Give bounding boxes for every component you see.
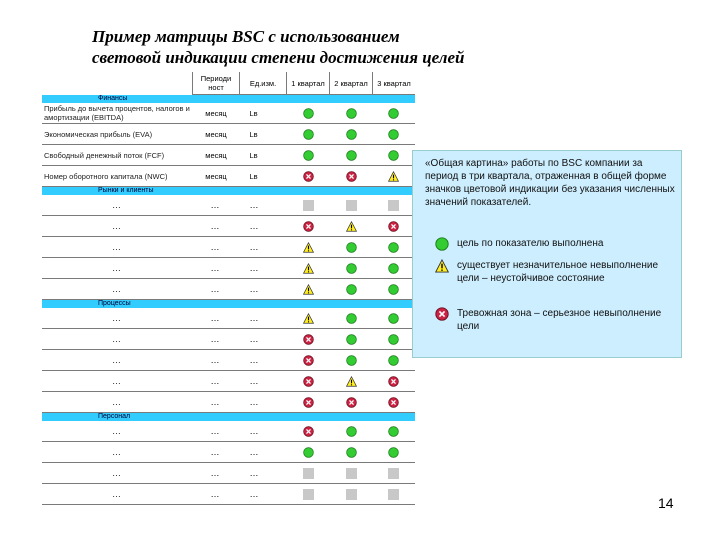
red-cross-icon xyxy=(303,334,314,345)
quarter-cell xyxy=(330,166,373,187)
table-row xyxy=(42,124,415,145)
quarter-cell xyxy=(330,308,373,329)
yellow-warning-icon xyxy=(435,259,449,273)
period-cell: … xyxy=(193,350,240,371)
period-cell: … xyxy=(193,195,240,216)
red-cross-icon xyxy=(303,376,314,387)
period-cell: месяц xyxy=(193,124,240,145)
table-row xyxy=(42,145,415,166)
yellow-warning-icon xyxy=(303,242,314,253)
quarter-cell xyxy=(330,258,373,279)
quarter-cell xyxy=(287,484,330,505)
table-row xyxy=(42,103,415,124)
yellow-warning-icon xyxy=(346,221,357,232)
red-cross-icon xyxy=(388,221,399,232)
period-cell: … xyxy=(193,371,240,392)
green-circle-icon xyxy=(346,334,357,345)
table-row xyxy=(42,258,415,279)
section-label: Процессы xyxy=(98,300,131,307)
indicator-label: … xyxy=(42,350,193,371)
table-row xyxy=(42,392,415,413)
header-q2: 2 квартал xyxy=(330,72,373,95)
table-row xyxy=(42,371,415,392)
quarter-cell xyxy=(373,484,416,505)
unit-cell: … xyxy=(240,421,287,442)
green-circle-icon xyxy=(303,108,314,119)
section-label: Персонал xyxy=(98,413,131,420)
quarter-cell xyxy=(330,237,373,258)
bsc-matrix xyxy=(42,72,410,510)
indicator-label: … xyxy=(42,463,193,484)
indicator-label: … xyxy=(42,392,193,413)
unit-cell: Lв xyxy=(240,166,287,187)
table-row xyxy=(42,421,415,442)
red-cross-icon xyxy=(303,221,314,232)
header-q1: 1 квартал xyxy=(287,72,330,95)
quarter-cell xyxy=(373,279,416,300)
table-row xyxy=(42,308,415,329)
indicator-label: … xyxy=(42,484,193,505)
section-row xyxy=(42,95,415,104)
unit-cell: … xyxy=(240,371,287,392)
green-circle-icon xyxy=(303,129,314,140)
green-circle-icon xyxy=(388,447,399,458)
table-row xyxy=(42,237,415,258)
quarter-cell xyxy=(287,237,330,258)
quarter-cell xyxy=(373,195,416,216)
period-cell: … xyxy=(193,237,240,258)
quarter-cell xyxy=(287,371,330,392)
quarter-cell xyxy=(330,279,373,300)
header-unit: Ед.изм. xyxy=(240,72,287,95)
unit-cell: … xyxy=(240,442,287,463)
quarter-cell xyxy=(287,442,330,463)
quarter-cell xyxy=(373,350,416,371)
table-row xyxy=(42,329,415,350)
red-cross-icon xyxy=(388,376,399,387)
header-period: Периоди ност xyxy=(193,72,240,95)
unit-cell: … xyxy=(240,329,287,350)
quarter-cell xyxy=(287,195,330,216)
period-cell: месяц xyxy=(193,166,240,187)
quarter-cell xyxy=(330,145,373,166)
quarter-cell xyxy=(287,463,330,484)
period-cell: месяц xyxy=(193,145,240,166)
period-cell: … xyxy=(193,308,240,329)
quarter-cell xyxy=(287,350,330,371)
indicator-label: … xyxy=(42,216,193,237)
quarter-cell xyxy=(330,392,373,413)
table-row xyxy=(42,484,415,505)
green-circle-icon xyxy=(346,313,357,324)
green-circle-icon xyxy=(388,284,399,295)
indicator-label: Экономическая прибыль (EVA) xyxy=(42,124,193,145)
bsc-table xyxy=(42,72,415,505)
section-row xyxy=(42,300,415,309)
quarter-cell xyxy=(330,350,373,371)
gray-square-icon xyxy=(346,489,357,500)
section-label: Финансы xyxy=(98,95,128,102)
indicator-label: … xyxy=(42,279,193,300)
slide-title xyxy=(92,26,512,68)
quarter-cell xyxy=(373,124,416,145)
green-circle-icon xyxy=(346,426,357,437)
green-circle-icon xyxy=(435,237,449,251)
quarter-cell xyxy=(373,371,416,392)
indicator-label: … xyxy=(42,195,193,216)
green-circle-icon xyxy=(346,242,357,253)
indicator-label: … xyxy=(42,237,193,258)
quarter-cell xyxy=(287,421,330,442)
table-row xyxy=(42,216,415,237)
green-circle-icon xyxy=(346,129,357,140)
red-cross-icon xyxy=(303,355,314,366)
indicator-label: … xyxy=(42,329,193,350)
green-circle-icon xyxy=(388,242,399,253)
quarter-cell xyxy=(287,329,330,350)
indicator-label: Свободный денежный поток (FCF) xyxy=(42,145,193,166)
gray-square-icon xyxy=(303,468,314,479)
quarter-cell xyxy=(373,237,416,258)
quarter-cell xyxy=(330,371,373,392)
unit-cell: … xyxy=(240,279,287,300)
quarter-cell xyxy=(330,124,373,145)
unit-cell: … xyxy=(240,350,287,371)
unit-cell: Lв xyxy=(240,124,287,145)
green-circle-icon xyxy=(303,150,314,161)
indicator-label: … xyxy=(42,308,193,329)
quarter-cell xyxy=(287,258,330,279)
period-cell: месяц xyxy=(193,103,240,124)
green-circle-icon xyxy=(388,129,399,140)
quarter-cell xyxy=(287,145,330,166)
unit-cell: Lв xyxy=(240,145,287,166)
quarter-cell xyxy=(330,195,373,216)
period-cell: … xyxy=(193,216,240,237)
indicator-label: … xyxy=(42,371,193,392)
quarter-cell xyxy=(287,166,330,187)
quarter-cell xyxy=(373,145,416,166)
period-cell: … xyxy=(193,279,240,300)
quarter-cell xyxy=(330,329,373,350)
table-row xyxy=(42,279,415,300)
quarter-cell xyxy=(373,258,416,279)
red-cross-icon xyxy=(303,171,314,182)
green-circle-icon xyxy=(346,447,357,458)
quarter-cell xyxy=(287,279,330,300)
yellow-warning-icon xyxy=(303,263,314,274)
green-circle-icon xyxy=(388,426,399,437)
period-cell: … xyxy=(193,258,240,279)
red-cross-icon xyxy=(388,397,399,408)
period-cell: … xyxy=(193,484,240,505)
red-cross-icon xyxy=(346,397,357,408)
legend-yellow-label: существует незначительное невыполнение цели – неустойчивое состояние xyxy=(457,260,659,284)
gray-square-icon xyxy=(303,489,314,500)
indicator-label: Прибыль до вычета процентов, налогов и амортизации (EBITDA) xyxy=(42,103,193,124)
quarter-cell xyxy=(373,103,416,124)
quarter-cell xyxy=(373,442,416,463)
quarter-cell xyxy=(287,103,330,124)
header-row xyxy=(42,72,415,95)
quarter-cell xyxy=(330,484,373,505)
unit-cell: … xyxy=(240,392,287,413)
section-row xyxy=(42,187,415,196)
table-row xyxy=(42,442,415,463)
yellow-warning-icon xyxy=(303,313,314,324)
unit-cell: Lв xyxy=(240,103,287,124)
green-circle-icon xyxy=(388,108,399,119)
red-cross-icon xyxy=(346,171,357,182)
legend-green-label: цель по показателю выполнена xyxy=(457,238,604,249)
period-cell: … xyxy=(193,421,240,442)
table-row xyxy=(42,463,415,484)
quarter-cell xyxy=(330,442,373,463)
quarter-cell xyxy=(373,308,416,329)
unit-cell: … xyxy=(240,195,287,216)
green-circle-icon xyxy=(388,263,399,274)
period-cell: … xyxy=(193,442,240,463)
indicator-label: Номер оборотного капитала (NWC) xyxy=(42,166,193,187)
red-cross-icon xyxy=(435,307,449,321)
quarter-cell xyxy=(373,463,416,484)
legend-description: «Общая картина» работы по BSC компании за период в три квартала, отраженная в общей форме значков цветовой индикации без указания численных значений показателей. xyxy=(425,158,675,208)
table-row xyxy=(42,350,415,371)
quarter-cell xyxy=(373,329,416,350)
quarter-cell xyxy=(373,392,416,413)
gray-square-icon xyxy=(388,200,399,211)
red-cross-icon xyxy=(303,426,314,437)
green-circle-icon xyxy=(346,284,357,295)
gray-square-icon xyxy=(388,489,399,500)
gray-square-icon xyxy=(346,468,357,479)
period-cell: … xyxy=(193,463,240,484)
unit-cell: … xyxy=(240,216,287,237)
green-circle-icon xyxy=(388,355,399,366)
indicator-label: … xyxy=(42,258,193,279)
quarter-cell xyxy=(330,103,373,124)
gray-square-icon xyxy=(303,200,314,211)
table-row xyxy=(42,166,415,187)
section-row xyxy=(42,413,415,422)
section-label: Рынки и клиенты xyxy=(98,187,154,194)
title-line-1: Пример матрицы BSC с использованием xyxy=(92,27,400,46)
quarter-cell xyxy=(287,392,330,413)
quarter-cell xyxy=(287,216,330,237)
header-blank xyxy=(42,72,193,95)
green-circle-icon xyxy=(346,355,357,366)
yellow-warning-icon xyxy=(303,284,314,295)
indicator-label: … xyxy=(42,442,193,463)
green-circle-icon xyxy=(388,313,399,324)
period-cell: … xyxy=(193,392,240,413)
unit-cell: … xyxy=(240,463,287,484)
quarter-cell xyxy=(287,124,330,145)
quarter-cell xyxy=(330,216,373,237)
gray-square-icon xyxy=(346,200,357,211)
green-circle-icon xyxy=(346,263,357,274)
green-circle-icon xyxy=(388,334,399,345)
legend-box xyxy=(412,150,682,358)
quarter-cell xyxy=(373,166,416,187)
title-line-2: световой индикации степени достижения целей xyxy=(92,48,465,67)
green-circle-icon xyxy=(388,150,399,161)
quarter-cell xyxy=(373,421,416,442)
unit-cell: … xyxy=(240,308,287,329)
green-circle-icon xyxy=(346,150,357,161)
quarter-cell xyxy=(373,216,416,237)
yellow-warning-icon xyxy=(388,171,399,182)
indicator-label: … xyxy=(42,421,193,442)
quarter-cell xyxy=(330,421,373,442)
legend-red-label: Тревожная зона – серьезное невыполнение цели xyxy=(457,308,662,332)
green-circle-icon xyxy=(346,108,357,119)
header-q3: 3 квартал xyxy=(373,72,416,95)
table-row xyxy=(42,195,415,216)
quarter-cell xyxy=(287,308,330,329)
unit-cell: … xyxy=(240,484,287,505)
yellow-warning-icon xyxy=(346,376,357,387)
gray-square-icon xyxy=(388,468,399,479)
period-cell: … xyxy=(193,329,240,350)
red-cross-icon xyxy=(303,397,314,408)
quarter-cell xyxy=(330,463,373,484)
page-number: 14 xyxy=(658,495,674,511)
unit-cell: … xyxy=(240,258,287,279)
green-circle-icon xyxy=(303,447,314,458)
unit-cell: … xyxy=(240,237,287,258)
